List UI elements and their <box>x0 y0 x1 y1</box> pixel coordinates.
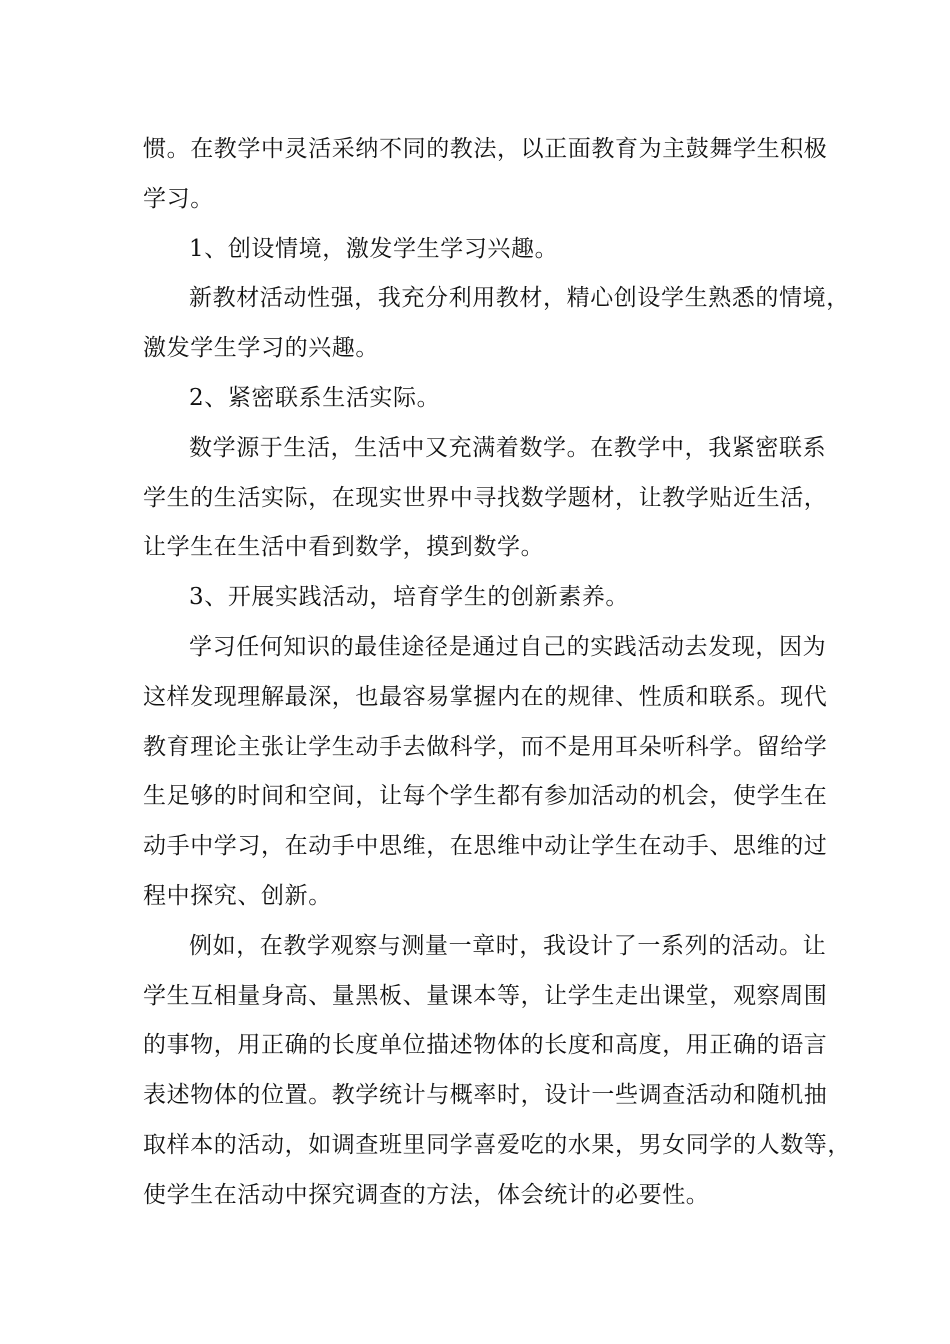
section-heading: 1、创设情境，激发学生学习兴趣。 <box>189 235 559 262</box>
paragraph-line: 程中探究、创新。 <box>143 882 332 909</box>
section-heading: 3、开展实践活动，培育学生的创新素养。 <box>189 584 630 611</box>
paragraph-line: 学习任何知识的最佳途径是通过自己的实践活动去发现，因为 <box>189 633 827 660</box>
paragraph-line: 的事物，用正确的长度单位描述物体的长度和高度，用正确的语言 <box>143 1032 828 1059</box>
paragraph-line: 让学生在生活中看到数学，摸到数学。 <box>143 534 545 561</box>
paragraph-line: 学生互相量身高、量黑板、量课本等，让学生走出课堂，观察周围 <box>143 982 828 1009</box>
paragraph-line: 新教材活动性强，我充分利用教材，精心创设学生熟悉的情境， <box>189 285 850 312</box>
section-heading: 2、紧密联系生活实际。 <box>189 384 441 411</box>
document-body <box>143 125 851 1221</box>
paragraph-line: 这样发现理解最深，也最容易掌握内在的规律、性质和联系。现代 <box>143 683 828 710</box>
paragraph-line: 例如，在教学观察与测量一章时，我设计了一系列的活动。让 <box>189 932 827 959</box>
paragraph-line: 激发学生学习的兴趣。 <box>143 335 379 362</box>
paragraph-line: 表述物体的位置。教学统计与概率时，设计一些调查活动和随机抽 <box>143 1082 828 1109</box>
paragraph-line: 数学源于生活，生活中又充满着数学。在教学中，我紧密联系 <box>189 434 827 461</box>
paragraph-line: 取样本的活动，如调查班里同学喜爱吃的水果，男女同学的人数等， <box>143 1131 851 1158</box>
paragraph-line: 使学生在活动中探究调查的方法，体会统计的必要性。 <box>143 1181 710 1208</box>
paragraph-line: 学习。 <box>143 185 214 212</box>
paragraph-line: 教育理论主张让学生动手去做科学，而不是用耳朵听科学。留给学 <box>143 733 828 760</box>
paragraph-line: 学生的生活实际，在现实世界中寻找数学题材，让教学贴近生活， <box>143 484 828 511</box>
paragraph-line: 动手中学习，在动手中思维，在思维中动让学生在动手、思维的过 <box>143 833 828 860</box>
paragraph-line: 惯。在教学中灵活采纳不同的教法，以正面教育为主鼓舞学生积极 <box>143 136 828 162</box>
paragraph-line: 生足够的时间和空间，让每个学生都有参加活动的机会，使学生在 <box>143 783 828 810</box>
